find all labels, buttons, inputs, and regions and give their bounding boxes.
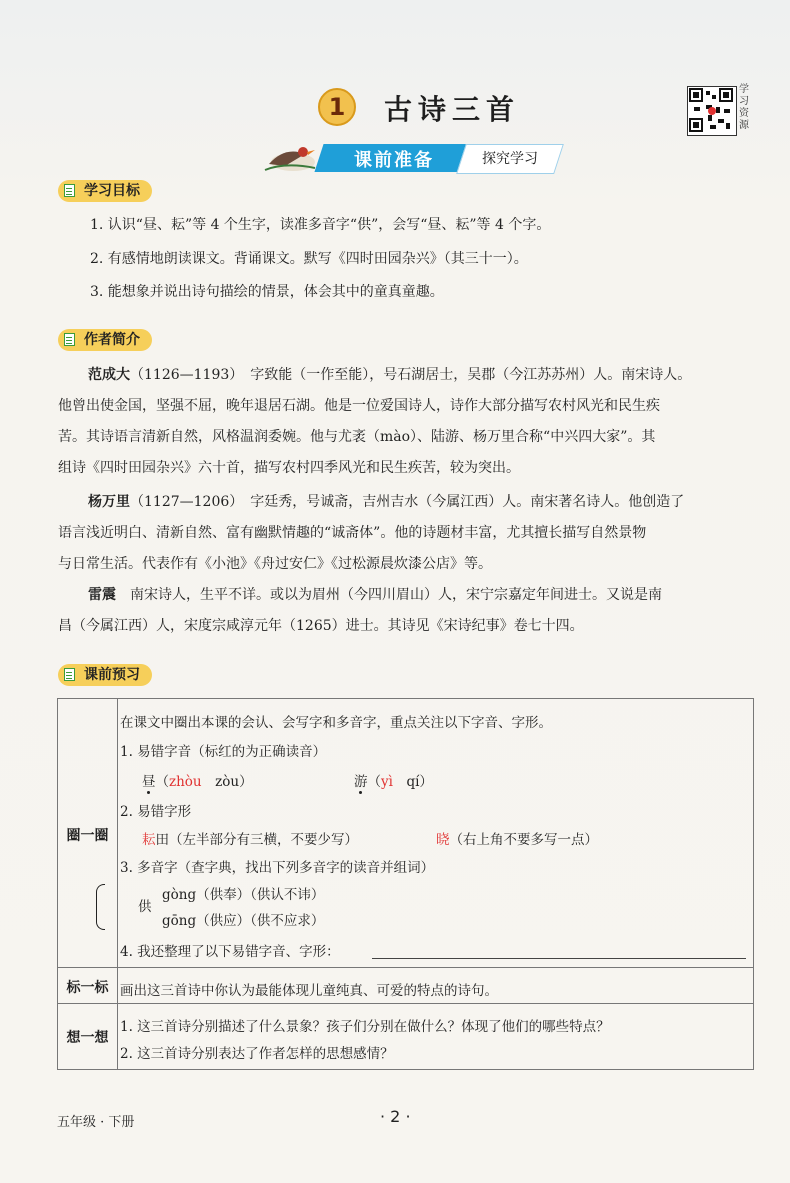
document-icon [64, 333, 75, 346]
qr-code-icon[interactable] [687, 86, 737, 136]
preview-q3: 3. 多音字（查字典，找出下列多音字的读音并组词） [120, 860, 435, 876]
section-tag-preview [58, 664, 152, 686]
goal-item: 2. 有感情地朗读课文。背诵课文。默写《四时田园杂兴》（其三十一）。 [90, 251, 528, 267]
think-q1: 1. 这三首诗分别描述了什么景象？孩子们分别在做什么？体现了他们的哪些特点？ [120, 1019, 610, 1035]
form-char: 耘 [142, 832, 156, 848]
preview-q4: 4. 我还整理了以下易错字音、字形： [120, 944, 340, 960]
author-text: 语言浅近明白、清新自然、富有幽默情趣的“诚斋体”。他的诗题材丰富，尤其擅长描写自然景物 [58, 525, 647, 541]
polyphone-reading-1: gòng（供奉）（供认不讳） [162, 887, 325, 903]
section-tag-goals [58, 180, 152, 202]
wrong-reading: qí） [406, 774, 433, 790]
wrong-reading: zòu） [215, 774, 253, 790]
brace-mark [96, 884, 105, 930]
error-pronunciation-1: 昼（zhòu zòu） [142, 774, 253, 790]
author-entry-yang [58, 487, 766, 580]
lesson-title: 古诗三首 [384, 93, 521, 126]
char-you: 游 [354, 774, 368, 790]
lesson-header [0, 86, 790, 130]
author-entry-fan [58, 360, 766, 484]
section-banner [255, 140, 555, 176]
document-icon [64, 668, 75, 681]
preview-q1: 1. 易错字音（标红的为正确读音） [120, 744, 327, 760]
author-text: 与日常生活。代表作有《小池》《舟过安仁》《过松源晨炊漆公店》等。 [58, 556, 492, 572]
author-name: 范成大 [88, 367, 130, 383]
form-note: （右上角不要多写一点） [449, 832, 598, 848]
think-q2: 2. 这三首诗分别表达了作者怎样的思想感情？ [120, 1046, 394, 1062]
preview-q2: 2. 易错字形 [120, 804, 192, 820]
row-label-mark: 标一标 [66, 980, 109, 996]
goal-item: 3. 能想象并说出诗句描绘的情景，体会其中的童真童趣。 [90, 284, 444, 300]
author-name: 杨万里 [88, 494, 130, 510]
author-entry-lei [58, 580, 766, 642]
page-number: · 2 · [380, 1107, 411, 1126]
author-text: 苦。其诗语言清新自然，风格温润委婉。他与尤袤（mào）、陆游、杨万里合称“中兴四大家”。其 [58, 429, 656, 445]
footer-grade: 五年级 · 下册 [57, 1115, 135, 1130]
polyphone-char: 供 [138, 899, 152, 915]
author-text: 他曾出使金国，坚强不屈，晚年退居石湖。他是一位爱国诗人，诗作大部分描写农村风光和民生疾 [58, 398, 660, 414]
error-pronunciation-2: 游（yì qí） [354, 774, 433, 790]
table-divider [58, 967, 753, 968]
section-tag-label: 课前预习 [84, 667, 140, 683]
lesson-number-badge: 1 [318, 88, 356, 126]
author-name: 雷震 [88, 587, 116, 603]
form-char: 晓 [436, 832, 450, 848]
preview-intro: 在课文中圈出本课的会认、会写字和多音字，重点关注以下字音、字形。 [120, 715, 552, 731]
error-form-1 [142, 828, 358, 848]
author-text: 组诗《四时田园杂兴》六十首，描写农村四季风光和民生疾苦，较为突出。 [58, 460, 520, 476]
qr-label: 学习资源 [739, 84, 749, 131]
table-divider [117, 699, 118, 1069]
answer-blank-line[interactable] [372, 958, 746, 959]
goal-item: 1. 认识“昼、耘”等 4 个生字，读准多音字“供”，会写“昼、耘”等 4 个字。 [90, 217, 551, 233]
author-text: 南宋诗人，生平不详。或以为眉州（今四川眉山）人，宋宁宗嘉定年间进士。又说是南 [116, 587, 662, 603]
table-divider [58, 1003, 753, 1004]
author-text: （1127—1206） 字廷秀，号诚斋，吉州吉水（今属江西）人。南宋著名诗人。他创造了 [130, 494, 685, 510]
author-text: 昌（今属江西）人，宋度宗咸淳元年（1265）进士。其诗见《宋诗纪事》卷七十四。 [58, 618, 584, 634]
form-note: 田（左半部分有三横，不要少写） [155, 832, 358, 848]
section-tag-label: 学习目标 [84, 183, 140, 199]
banner-main-label: 课前准备 [354, 150, 434, 171]
preview-table [57, 698, 754, 1070]
polyphone-reading-2: gōng（供应）（供不应求） [162, 913, 325, 929]
mark-task: 画出这三首诗中你认为最能体现儿童纯真、可爱的特点的诗句。 [120, 983, 498, 999]
document-icon [64, 184, 75, 197]
correct-reading: yì [381, 774, 393, 790]
correct-reading: zhòu [169, 774, 202, 790]
banner-sub-label: 探究学习 [482, 151, 538, 167]
author-text: （1126—1193） 字致能（一作至能），号石湖居士，吴郡（今江苏苏州）人。南宋诗人。 [130, 367, 692, 383]
section-tag-label: 作者简介 [84, 332, 140, 348]
error-form-2 [436, 828, 598, 848]
char-zhou: 昼 [142, 774, 156, 790]
row-label-think: 想一想 [66, 1030, 109, 1046]
section-tag-authors [58, 329, 152, 351]
row-label-circle: 圈一圈 [66, 828, 109, 844]
